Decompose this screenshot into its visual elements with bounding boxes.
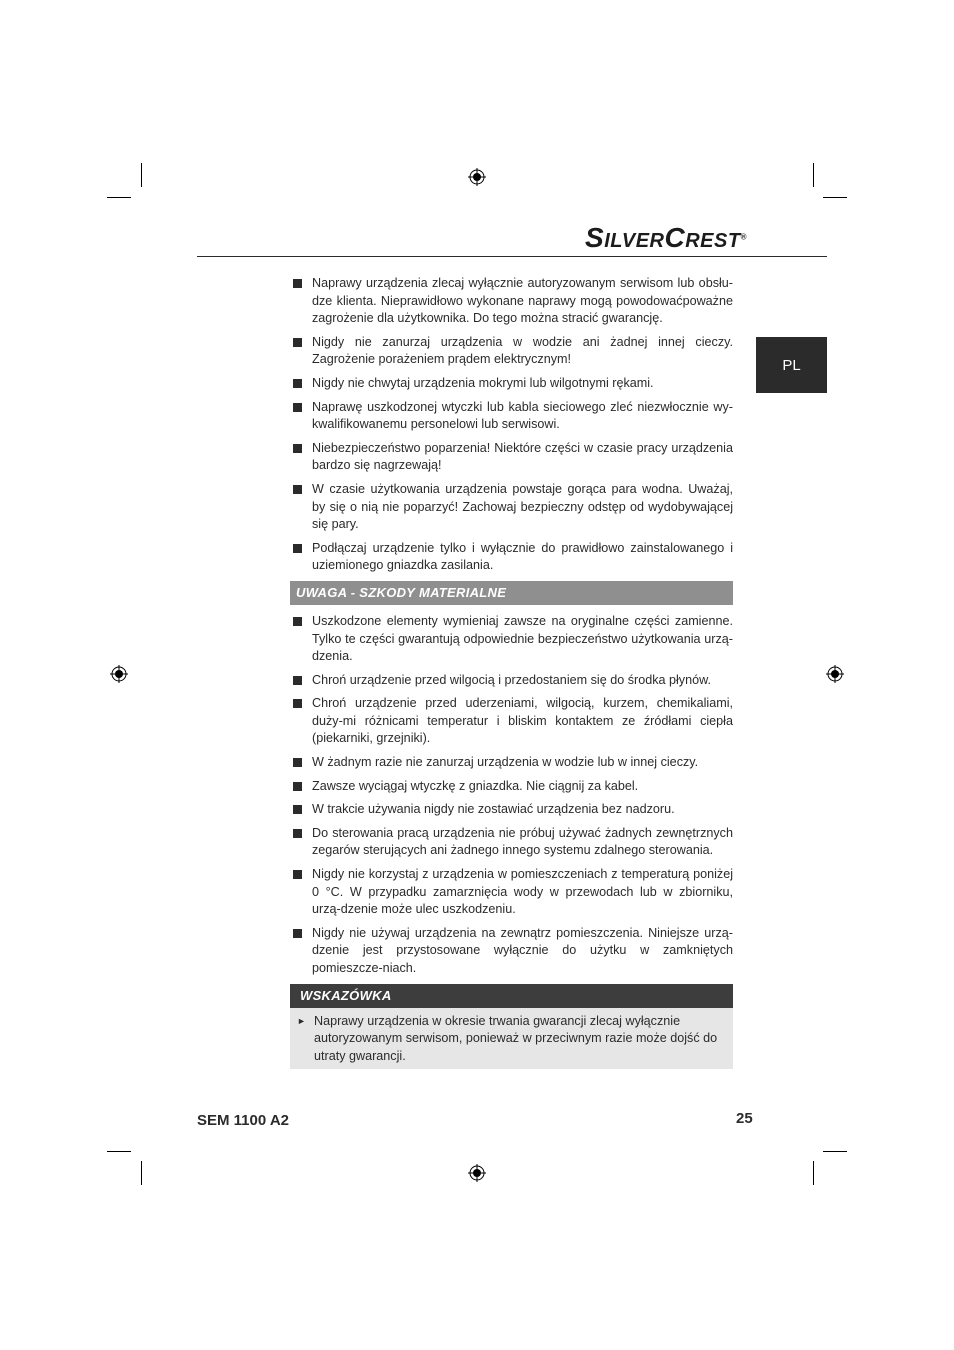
item-text: Zawsze wyciągaj wtyczkę z gniazdka. Nie ciągnij za kabel.	[312, 778, 639, 793]
brand-cap-1: S	[585, 222, 605, 253]
item-text: Nigdy nie zanurzaj urządzenia w wodzie ani żadnej innej cieczy. Zagrożenie porażeniem prądem elektrycznym!	[312, 334, 733, 367]
item-text: Naprawy urządzenia zlecaj wyłącznie autoryzowanym serwisom lub obsłu-dze klienta. Nieprawidłowo wykonane naprawy mogą powodowaćpoważne zagrożenie dla użytkownika. Do tego można stracić gwarancję.	[312, 276, 733, 326]
crop-mark	[141, 1161, 142, 1185]
square-bullet-icon	[293, 379, 302, 388]
list-item	[290, 825, 733, 860]
square-bullet-icon	[293, 699, 302, 708]
square-bullet-icon	[293, 782, 302, 791]
list-item	[290, 540, 733, 575]
list-item	[290, 866, 733, 919]
square-bullet-icon	[293, 338, 302, 347]
list-item	[290, 275, 733, 328]
crop-mark	[823, 1151, 847, 1152]
square-bullet-icon	[293, 444, 302, 453]
crop-mark	[141, 163, 142, 187]
registered-mark: ®	[740, 232, 747, 242]
warning-heading: UWAGA - SZKODY MATERIALNE	[290, 581, 733, 605]
square-bullet-icon	[293, 485, 302, 494]
language-tab: PL	[756, 337, 827, 393]
footer-model: SEM 1100 A2	[197, 1112, 289, 1129]
list-item	[290, 754, 733, 772]
square-bullet-icon	[293, 279, 302, 288]
material-list	[290, 613, 733, 978]
item-text: Nigdy nie korzystaj z urządzenia w pomieszczeniach z temperaturą poniżej 0 °C. W przypadku zamarznięcia wody w przewodach lub w zbiorniku, urzą-dzenie może ulec uszkodzeniu.	[312, 867, 733, 917]
list-item	[290, 481, 733, 534]
header-rule	[197, 256, 827, 257]
square-bullet-icon	[293, 544, 302, 553]
item-text: W czasie użytkowania urządzenia powstaje gorąca para wodna. Uważaj, by się o nią nie poparzyć! Zachowaj bezpieczny odstęp od wydobywającej się pary.	[312, 481, 733, 532]
square-bullet-icon	[293, 929, 302, 938]
crop-mark	[823, 197, 847, 198]
note-item	[290, 1013, 733, 1066]
safety-list	[290, 275, 733, 575]
registration-mark-icon	[468, 1164, 486, 1182]
list-item	[290, 778, 733, 796]
item-text: Chroń urządzenie przed wilgocią i przedostaniem się do środka płynów.	[312, 672, 712, 687]
page-content	[290, 275, 733, 1069]
list-item	[290, 334, 733, 369]
note-text: Naprawy urządzenia w okresie trwania gwarancji zlecaj wyłącznie autoryzowanym serwisom, ponieważ w przeciwnym razie może dojść do utraty gwarancji.	[314, 1013, 718, 1063]
square-bullet-icon	[293, 870, 302, 879]
item-text: W trakcie używania nigdy nie zostawiać urządzenia bez nadzoru.	[312, 802, 675, 817]
brand-logo	[585, 222, 755, 254]
list-item	[290, 613, 733, 666]
square-bullet-icon	[293, 758, 302, 767]
page-number: 25	[736, 1110, 753, 1127]
note-box	[290, 1008, 733, 1070]
note-heading: WSKAZÓWKA	[290, 984, 733, 1008]
list-item	[290, 672, 733, 690]
list-item	[290, 399, 733, 434]
registration-mark-icon	[110, 665, 128, 683]
list-item	[290, 925, 733, 978]
registration-mark-icon	[826, 665, 844, 683]
item-text: Niebezpieczeństwo poparzenia! Niektóre części w czasie pracy urządzenia bardzo się nagrzewają!	[312, 440, 733, 473]
list-item	[290, 375, 733, 393]
item-text: Nigdy nie chwytaj urządzenia mokrymi lub wilgotnymi rękami.	[312, 375, 654, 390]
item-text: Uszkodzone elementy wymieniaj zawsze na oryginalne części zamienne. Tylko te części gwarantują odpowiednie bezpieczeństwo użytkowania urzą-dzenia.	[312, 613, 733, 664]
square-bullet-icon	[293, 403, 302, 412]
list-item	[290, 801, 733, 819]
item-text: Naprawę uszkodzonej wtyczki lub kabla sieciowego zleć niezwłocznie wy-kwalifikowanemu personelowi lub serwisowi.	[312, 399, 733, 432]
item-text: W żadnym razie nie zanurzaj urządzenia w wodzie lub w innej cieczy.	[312, 755, 699, 770]
square-bullet-icon	[293, 805, 302, 814]
item-text: Chroń urządzenie przed uderzeniami, wilgocią, kurzem, chemikaliami, duży-mi różnicami temperatur i bliskim kontaktem ze źródłami ciepła (piekarniki, grzejniki).	[312, 696, 733, 746]
brand-rest-1: ILVER	[604, 230, 665, 252]
crop-mark	[813, 163, 814, 187]
crop-mark	[107, 197, 131, 198]
list-item	[290, 695, 733, 748]
crop-mark	[107, 1151, 131, 1152]
arrow-bullet-icon: ►	[297, 1015, 306, 1026]
item-text: Nigdy nie używaj urządzenia na zewnątrz pomieszczenia. Niniejsze urzą-dzenie jest przystosowane wyłącznie do użytku w zamkniętych pomieszcze-niach.	[312, 925, 733, 975]
square-bullet-icon	[293, 617, 302, 626]
crop-mark	[813, 1161, 814, 1185]
item-text: Podłączaj urządzenie tylko i wyłącznie do prawidłowo zainstalowanego i uziemionego gniazdka zasilania.	[312, 540, 733, 573]
list-item	[290, 440, 733, 475]
square-bullet-icon	[293, 676, 302, 685]
registration-mark-icon	[468, 168, 486, 186]
brand-rest-2: REST	[685, 230, 741, 252]
square-bullet-icon	[293, 829, 302, 838]
item-text: Do sterowania pracą urządzenia nie próbuj używać żadnych zewnętrznych zegarów sterujących ani żadnego innego systemu zdalnego sterowania.	[312, 825, 733, 858]
brand-cap-2: C	[664, 222, 686, 253]
